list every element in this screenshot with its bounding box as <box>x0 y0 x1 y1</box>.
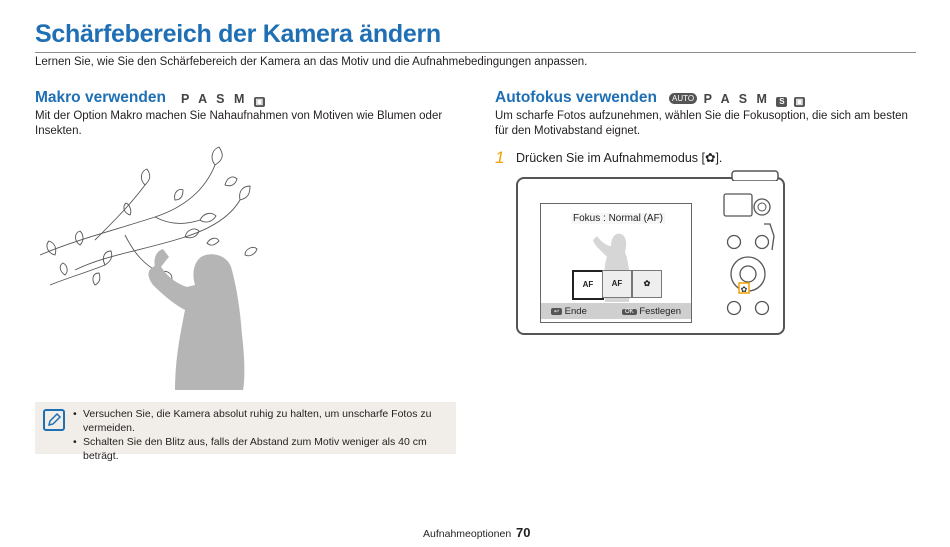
macro-illustration <box>35 145 265 390</box>
back-key-icon: ↩ <box>551 308 562 315</box>
flash-window <box>724 194 752 216</box>
auto-mode-badge: AUTO <box>669 93 697 104</box>
screen-back-control[interactable] <box>551 306 587 317</box>
smart-mode-icon: S <box>776 97 787 107</box>
note-pencil-icon <box>43 409 65 431</box>
note-box <box>35 402 456 462</box>
note-list <box>73 407 453 463</box>
scene-icon: ▣ <box>255 97 264 106</box>
ok-button <box>740 266 756 282</box>
focus-option-normal-af[interactable]: AF <box>572 270 604 300</box>
focus-option-macro[interactable]: ✿ <box>632 270 662 298</box>
screen-ok-label: Festlegen <box>639 306 682 317</box>
focus-mode-label: Fokus : Normal (AF) <box>573 213 664 224</box>
playback-button <box>728 236 741 249</box>
photographer-silhouette <box>149 249 245 390</box>
camera-top-dial <box>730 169 782 181</box>
screen-back-label: Ende <box>564 306 587 317</box>
delete-button <box>756 302 769 315</box>
ok-key-icon: OK <box>622 309 637 315</box>
step-number: 1 <box>495 148 505 167</box>
camera-controls <box>718 188 780 324</box>
macro-mode-letters: P A S M <box>181 92 248 106</box>
autofocus-text: Um scharfe Fotos aufzunehmen, wählen Sie die Fokusoption, die sich am besten für den Motivabstand eignet. <box>495 110 908 137</box>
macro-heading: Makro verwenden <box>35 89 166 106</box>
note-item: • Schalten Sie den Blitz aus, falls der Abstand zum Motiv weniger als 40 cm beträgt. <box>73 435 453 463</box>
scene-icon: ▣ <box>795 97 804 106</box>
page-number: 70 <box>516 525 531 540</box>
autofocus-heading: Autofokus verwenden <box>495 89 657 106</box>
step-text: Drücken Sie im Aufnahmemodus [✿]. <box>516 151 723 165</box>
footer-section-label: Aufnahmeoptionen <box>423 528 512 540</box>
page-intro: Lernen Sie, wie Sie den Schärfebereich der Kamera an das Motiv und die Aufnahmebedingungen anpassen. <box>35 56 588 68</box>
autofocus-modes <box>669 92 805 107</box>
note-item: • Versuchen Sie, die Kamera absolut ruhig zu halten, um unscharfe Fotos zu vermeiden. <box>73 407 453 435</box>
svg-text:✿: ✿ <box>740 285 748 294</box>
macro-text: Mit der Option Makro machen Sie Nahaufnahmen von Motiven wie Blumen oder Insekten. <box>35 110 443 137</box>
pencil-icon <box>45 411 63 429</box>
macro-modes <box>181 92 265 107</box>
function-button <box>728 302 741 315</box>
focus-option-auto-macro[interactable]: AF <box>602 270 632 298</box>
page-title: Schärfebereich der Kamera ändern <box>35 20 441 48</box>
menu-button <box>756 236 769 249</box>
screen-ok-control[interactable] <box>622 306 681 317</box>
title-divider <box>35 52 916 53</box>
autofocus-mode-letters: P A S M <box>703 92 770 106</box>
